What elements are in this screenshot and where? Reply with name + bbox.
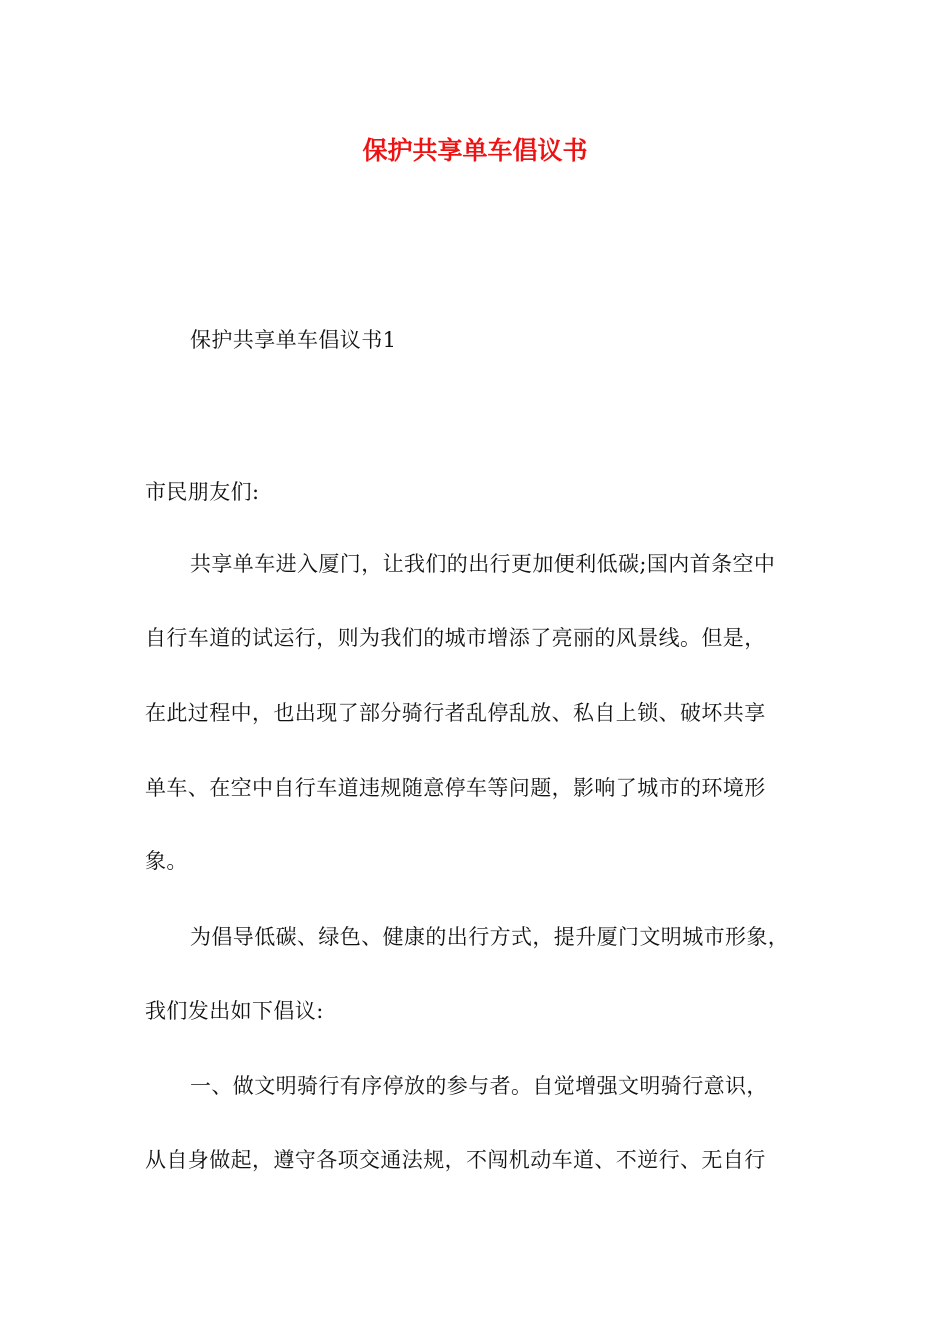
paragraph-line: 从自身做起，遵守各项交通法规，不闯机动车道、不逆行、无自行 <box>145 1148 766 1172</box>
paragraph-line: 一、做文明骑行有序停放的参与者。自觉增强文明骑行意识， <box>190 1074 768 1098</box>
paragraph-line: 共享单车进入厦门，让我们的出行更加便利低碳;国内首条空中 <box>190 552 776 576</box>
paragraph-line: 象。 <box>145 849 188 873</box>
document-title: 保护共享单车倡议书 <box>362 136 588 165</box>
paragraph-line: 我们发出如下倡议: <box>145 999 324 1023</box>
section-heading: 保护共享单车倡议书1 <box>190 328 397 352</box>
paragraph-line: 自行车道的试运行，则为我们的城市增添了亮丽的风景线。但是， <box>145 626 766 650</box>
paragraph-line: 单车、在空中自行车道违规随意停车等问题，影响了城市的环境形 <box>145 776 766 800</box>
paragraph-line: 在此过程中，也出现了部分骑行者乱停乱放、私自上锁、破坏共享 <box>145 701 766 725</box>
salutation: 市民朋友们: <box>145 480 260 504</box>
paragraph-line: 为倡导低碳、绿色、健康的出行方式，提升厦门文明城市形象， <box>190 925 790 949</box>
